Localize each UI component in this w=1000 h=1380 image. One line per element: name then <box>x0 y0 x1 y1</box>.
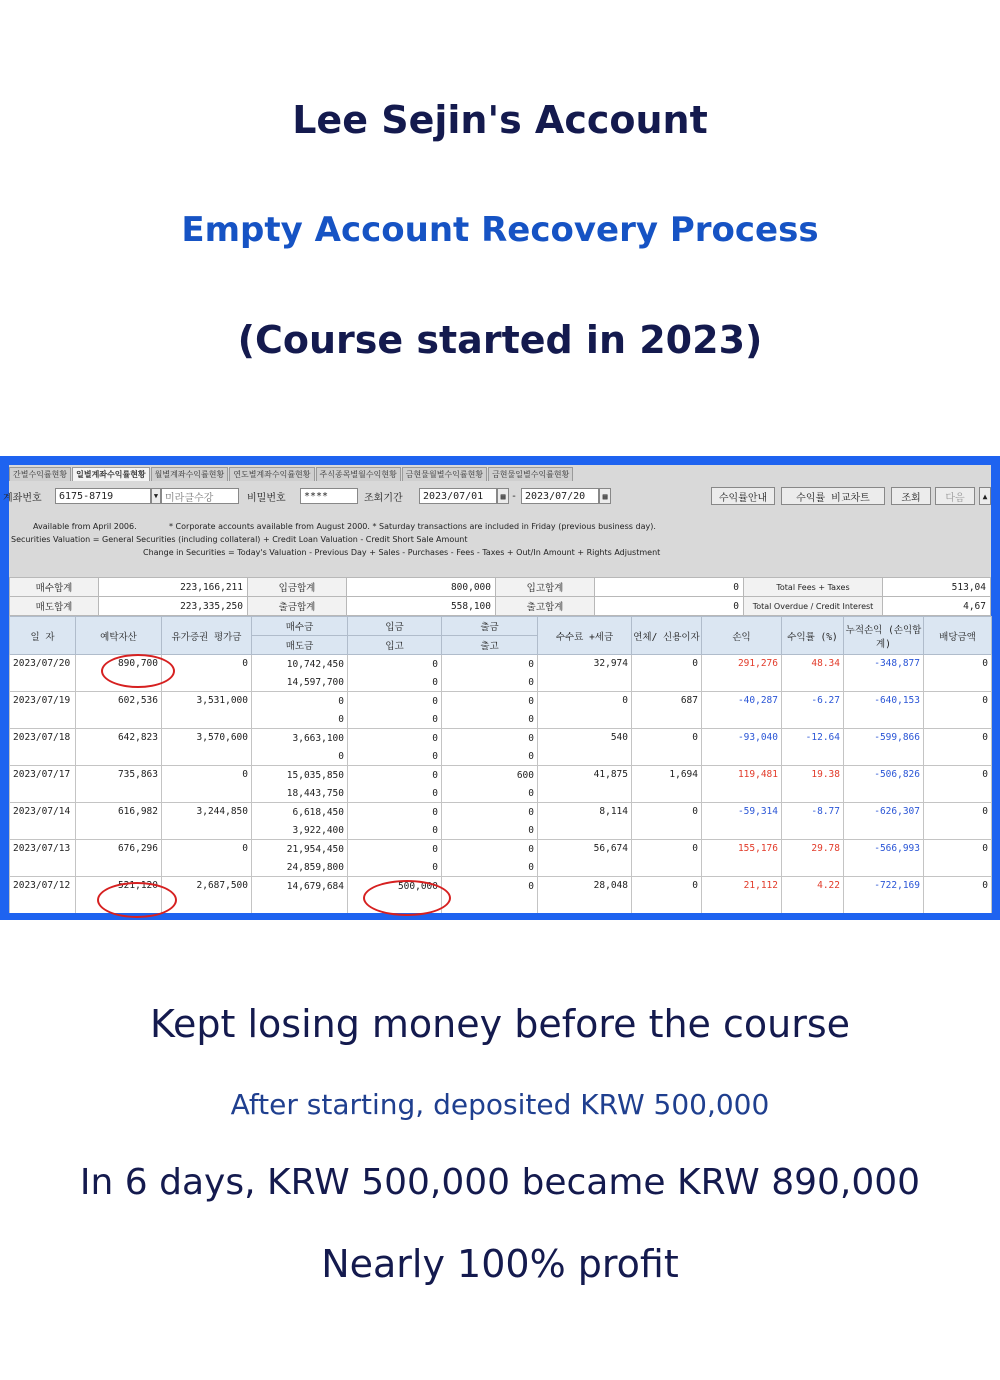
cell-buy: 6,618,450 <box>252 803 348 822</box>
cell-pnl: -59,314 <box>702 803 782 840</box>
cell-deposit-in: 0 <box>348 655 442 674</box>
cell-date: 2023/07/18 <box>10 729 76 766</box>
search-button[interactable]: 조회 <box>891 487 931 505</box>
tab-daily-returns[interactable]: 일별계좌수익률현황 <box>72 467 150 481</box>
table-row[interactable] <box>10 840 992 859</box>
cell-deposit-in: 0 <box>348 766 442 785</box>
tab-gold-monthly[interactable]: 금현물월별수익률현황 <box>402 467 487 481</box>
cell-stock-in: 0 <box>348 747 442 766</box>
cell-overdue: 1,694 <box>632 766 702 803</box>
cell-dividend: 0 <box>924 840 992 877</box>
summary-row: 매수합계 223,166,211 입금합계 800,000 입고합계 0 Total Fees + Taxes 513,04 <box>10 578 991 597</box>
cell-withdraw: 0 <box>442 729 538 748</box>
tab-period-returns[interactable]: 간별수익률현황 <box>9 467 71 481</box>
cell-deposit-in: 500,000 <box>348 877 442 896</box>
trading-app-window <box>3 465 991 911</box>
cell-assets: 676,296 <box>76 840 162 877</box>
cell-cumulative: -566,993 <box>844 840 924 877</box>
cell-stock-out: 0 <box>442 784 538 803</box>
cell-securities: 3,531,000 <box>162 692 252 729</box>
cell-dividend: 0 <box>924 692 992 729</box>
cell-overdue: 687 <box>632 692 702 729</box>
cell-pnl: 291,276 <box>702 655 782 692</box>
caption-profit: Nearly 100% profit <box>321 1242 679 1286</box>
cell-stock-out: 0 <box>442 747 538 766</box>
cell-rate: -8.77 <box>782 803 844 840</box>
cell-overdue: 0 <box>632 840 702 877</box>
cell-securities: 3,570,600 <box>162 729 252 766</box>
cell-cumulative: -640,153 <box>844 692 924 729</box>
chevron-down-icon[interactable]: ▼ <box>151 488 161 504</box>
cell-overdue: 0 <box>632 729 702 766</box>
cell-buy: 21,954,450 <box>252 840 348 859</box>
account-screenshot-frame <box>0 456 1000 920</box>
col-stock-in[interactable]: 입고 <box>348 636 442 655</box>
summary-row: 매도합계 223,335,250 출금합계 558,100 출고합계 0 Total Overdue / Credit Interest 4,67 <box>10 597 991 616</box>
password-label: 비밀번호 <box>247 492 286 504</box>
cell-deposit-in: 0 <box>348 840 442 859</box>
cell-fees: 41,875 <box>538 766 632 803</box>
cell-pnl: -40,287 <box>702 692 782 729</box>
date-to-field[interactable]: 2023/07/20 <box>521 488 599 504</box>
cell-withdraw: 600 <box>442 766 538 785</box>
calendar-icon[interactable]: ▦ <box>599 488 611 504</box>
cell-stock-out <box>442 895 538 913</box>
cell-cumulative: -506,826 <box>844 766 924 803</box>
highlight-circle-balance <box>101 654 175 688</box>
col-rate[interactable]: 수익률 (%) <box>782 617 844 655</box>
tab-gold-daily[interactable]: 금현물일별수익률현황 <box>488 467 573 481</box>
cell-withdraw: 0 <box>442 877 538 896</box>
cell-date: 2023/07/12 <box>10 877 76 914</box>
cell-date: 2023/07/20 <box>10 655 76 692</box>
table-row[interactable] <box>10 766 992 785</box>
caption-deposit: After starting, deposited KRW 500,000 <box>230 1088 770 1121</box>
cell-cumulative: -599,866 <box>844 729 924 766</box>
cell-date: 2023/07/14 <box>10 803 76 840</box>
date-separator: - <box>511 490 518 502</box>
col-dividend[interactable]: 배당금액 <box>924 617 992 655</box>
cell-rate: -6.27 <box>782 692 844 729</box>
cell-assets: 616,982 <box>76 803 162 840</box>
cell-assets: 735,863 <box>76 766 162 803</box>
cell-date: 2023/07/19 <box>10 692 76 729</box>
cell-securities: 2,687,500 <box>162 877 252 914</box>
cell-stock-out: 0 <box>442 858 538 877</box>
highlight-circle-start-balance <box>97 882 177 918</box>
course-note: (Course started in 2023) <box>237 318 763 362</box>
table-row[interactable] <box>10 803 992 822</box>
tab-stock-monthly[interactable]: 주식종목별월수익현황 <box>316 467 401 481</box>
page-title: Lee Sejin's Account <box>292 98 708 142</box>
cell-fees: 28,048 <box>538 877 632 914</box>
cell-date: 2023/07/13 <box>10 840 76 877</box>
cell-sell: 18,443,750 <box>252 784 348 803</box>
summary-table <box>9 577 991 616</box>
caption-before-course: Kept losing money before the course <box>149 1002 851 1046</box>
cell-dividend: 0 <box>924 877 992 914</box>
account-name-field: 미라클수강 <box>161 488 239 504</box>
col-deposit-assets[interactable]: 예탁자산 <box>76 617 162 655</box>
col-deposit-in[interactable]: 입금 <box>348 617 442 636</box>
cell-withdraw: 0 <box>442 692 538 711</box>
cell-fees: 540 <box>538 729 632 766</box>
cell-stock-out: 0 <box>442 673 538 692</box>
col-securities[interactable]: 유가증권 평가금 <box>162 617 252 655</box>
cell-buy: 0 <box>252 692 348 711</box>
date-from-field[interactable]: 2023/07/01 <box>419 488 497 504</box>
note-line-2: * Corporate accounts available from August 2000. * Saturday transactions are included in Friday (previous business day). <box>169 522 656 531</box>
cell-sell: 14,597,700 <box>252 673 348 692</box>
col-fees[interactable]: 수수료 +세금 <box>538 617 632 655</box>
cell-rate: 48.34 <box>782 655 844 692</box>
col-sell[interactable]: 매도금 <box>252 636 348 655</box>
cell-deposit-in: 0 <box>348 692 442 711</box>
cell-dividend: 0 <box>924 655 992 692</box>
tab-monthly-returns[interactable]: 월별계좌수익률현황 <box>151 467 229 481</box>
tab-bar <box>9 467 574 481</box>
cell-stock-in: 0 <box>348 710 442 729</box>
cell-buy: 3,663,100 <box>252 729 348 748</box>
period-label: 조회기간 <box>364 492 403 504</box>
cell-rate: 19.38 <box>782 766 844 803</box>
cell-overdue: 0 <box>632 803 702 840</box>
cell-assets: 521,120 <box>76 877 162 914</box>
cell-sell: 3,922,400 <box>252 821 348 840</box>
col-pnl[interactable]: 손익 <box>702 617 782 655</box>
cell-stock-out: 0 <box>442 710 538 729</box>
page-subtitle: Empty Account Recovery Process <box>181 210 819 250</box>
password-field[interactable]: **** <box>300 488 358 504</box>
cell-dividend: 0 <box>924 803 992 840</box>
cell-securities: 3,244,850 <box>162 803 252 840</box>
cell-fees: 0 <box>538 692 632 729</box>
cell-stock-in: 0 <box>348 858 442 877</box>
cell-stock-in: 0 <box>348 821 442 840</box>
note-line-1: Available from April 2006. <box>33 522 137 531</box>
cell-buy: 10,742,450 <box>252 655 348 674</box>
cell-overdue: 0 <box>632 877 702 914</box>
cell-buy: 14,679,684 <box>252 877 348 896</box>
cell-sell: 0 <box>252 747 348 766</box>
tab-yearly-returns[interactable]: 연도별계좌수익률현황 <box>229 467 314 481</box>
note-line-4: Change in Securities = Today's Valuation - Previous Day + Sales - Purchases - Fees - Taxes + Out/In Amount + Rights Adjustment <box>143 548 661 557</box>
returns-guide-button[interactable]: 수익률안내 <box>711 487 775 505</box>
cell-cumulative: -626,307 <box>844 803 924 840</box>
cell-dividend: 0 <box>924 766 992 803</box>
cell-sell <box>252 895 348 913</box>
cell-pnl: 155,176 <box>702 840 782 877</box>
cell-overdue: 0 <box>632 655 702 692</box>
col-cumulative[interactable]: 누적손익 (손익합계) <box>844 617 924 655</box>
cell-assets: 890,700 <box>76 655 162 692</box>
col-stock-out[interactable]: 출고 <box>442 636 538 655</box>
cell-rate: 29.78 <box>782 840 844 877</box>
cell-buy: 15,035,850 <box>252 766 348 785</box>
cell-sell: 0 <box>252 710 348 729</box>
cell-pnl: 21,112 <box>702 877 782 914</box>
cell-assets: 642,823 <box>76 729 162 766</box>
cell-withdraw: 0 <box>442 655 538 674</box>
cell-assets: 602,536 <box>76 692 162 729</box>
account-label: 계좌번호 <box>3 492 42 504</box>
cell-securities: 0 <box>162 840 252 877</box>
cell-dividend: 0 <box>924 729 992 766</box>
cell-rate: -12.64 <box>782 729 844 766</box>
cell-sell: 24,859,800 <box>252 858 348 877</box>
cell-pnl: 119,481 <box>702 766 782 803</box>
cell-stock-out: 0 <box>442 821 538 840</box>
cell-securities: 0 <box>162 766 252 803</box>
next-button[interactable]: 다음 <box>935 487 975 505</box>
note-line-3: Securities Valuation = General Securities (including collateral) + Credit Loan Valuation - Credit Short Sale Amount <box>11 535 468 544</box>
account-number-select[interactable]: 6175-8719 <box>55 488 151 504</box>
col-overdue[interactable]: 연체/ 신용이자 <box>632 617 702 655</box>
cell-fees: 32,974 <box>538 655 632 692</box>
cell-securities: 0 <box>162 655 252 692</box>
col-date[interactable]: 일 자 <box>10 617 76 655</box>
cell-withdraw: 0 <box>442 803 538 822</box>
cell-cumulative: -348,877 <box>844 655 924 692</box>
cell-cumulative: -722,169 <box>844 877 924 914</box>
cell-deposit-in: 0 <box>348 729 442 748</box>
cell-pnl: -93,040 <box>702 729 782 766</box>
cell-withdraw: 0 <box>442 840 538 859</box>
cell-stock-in: 0 <box>348 784 442 803</box>
calendar-icon[interactable]: ▦ <box>497 488 509 504</box>
cell-fees: 8,114 <box>538 803 632 840</box>
cell-rate: 4.22 <box>782 877 844 914</box>
highlight-circle-deposit <box>363 880 451 916</box>
returns-chart-button[interactable]: 수익률 비교차트 <box>781 487 885 505</box>
cell-fees: 56,674 <box>538 840 632 877</box>
table-row[interactable] <box>10 729 992 748</box>
scroll-up-icon[interactable]: ▲ <box>979 487 991 505</box>
cell-stock-in: 0 <box>348 673 442 692</box>
col-buy[interactable]: 매수금 <box>252 617 348 636</box>
col-withdraw[interactable]: 출금 <box>442 617 538 636</box>
table-row[interactable] <box>10 692 992 711</box>
cell-date: 2023/07/17 <box>10 766 76 803</box>
cell-deposit-in: 0 <box>348 803 442 822</box>
caption-result: In 6 days, KRW 500,000 became KRW 890,000 <box>79 1162 921 1203</box>
